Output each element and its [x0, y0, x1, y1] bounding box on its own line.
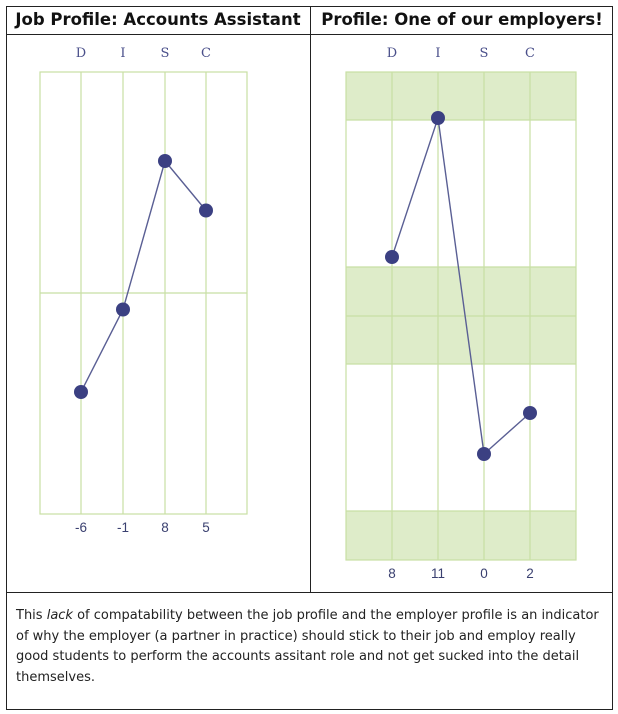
data-point-d — [385, 250, 399, 264]
data-point-s — [158, 154, 172, 168]
note-body: of compatability between the job profile and the employer profile is an indicator of why the employer (a partner in practice) should stick to their job and employ really good students to perform the accounts assitant role and not get sucked into the detail themselves. — [16, 608, 599, 685]
category-label-d: D — [75, 46, 87, 61]
note-emphasis: lack — [46, 608, 73, 623]
value-label-c: 5 — [202, 520, 210, 535]
data-point-d — [74, 385, 88, 399]
data-point-s — [477, 447, 491, 461]
value-label-d: -6 — [74, 520, 88, 535]
category-label-c: C — [201, 46, 211, 61]
employer-profile-chart — [346, 46, 576, 581]
category-label-d: D — [386, 46, 398, 61]
category-label-c: C — [525, 46, 535, 61]
series-line — [81, 161, 206, 392]
shaded-band-3 — [346, 511, 576, 560]
value-label-d: 8 — [388, 566, 396, 581]
value-label-s: 8 — [161, 520, 169, 535]
employer-profile-heading: Profile: One of our employers! — [321, 10, 603, 29]
category-label-i: I — [435, 46, 441, 61]
value-label-c: 2 — [526, 566, 534, 581]
job-profile-chart — [40, 46, 247, 535]
job-profile-heading: Job Profile: Accounts Assistant — [15, 10, 301, 29]
category-label-s: S — [160, 46, 170, 61]
value-label-i: -1 — [116, 520, 130, 535]
data-point-i — [116, 303, 130, 317]
value-label-s: 0 — [480, 566, 488, 581]
value-label-i: 11 — [430, 566, 446, 581]
category-label-s: S — [479, 46, 489, 61]
category-label-i: I — [120, 46, 126, 61]
data-point-c — [199, 204, 213, 218]
data-point-c — [523, 406, 537, 420]
explanation-note — [16, 606, 606, 688]
note-lead: This — [16, 608, 47, 623]
shaded-band-1 — [346, 72, 576, 120]
data-point-i — [431, 111, 445, 125]
